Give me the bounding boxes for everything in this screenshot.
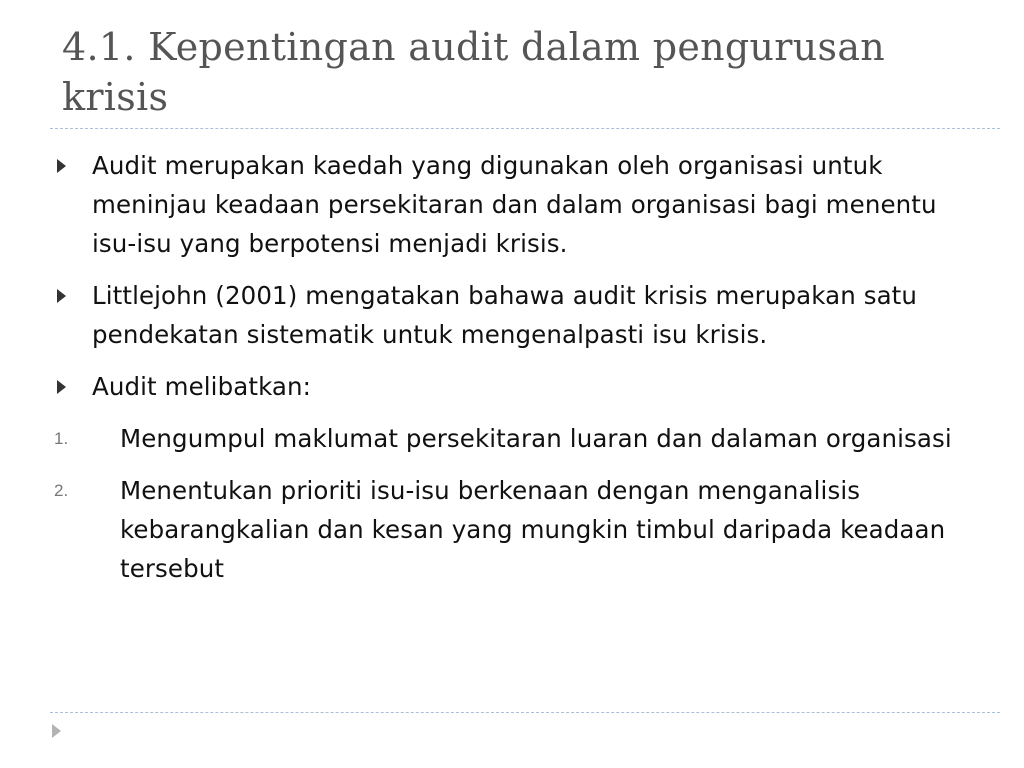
numbered-text: Menentukan prioriti isu-isu berkenaan dengan menganalisis kebarangkalian dan kesan yang mungkin timbul daripada keadaan tersebut [120, 476, 946, 583]
footer-divider [50, 712, 1000, 713]
footer-triangle-icon [52, 724, 61, 738]
slide-title: 4.1. Kepentingan audit dalam pengurusan krisis [62, 25, 886, 119]
triangle-bullet-icon [57, 159, 66, 173]
bullet-item [52, 276, 972, 354]
bullet-text: Audit merupakan kaedah yang digunakan oleh organisasi untuk meninjau keadaan persekitaran dan dalam organisasi bagi menentu isu-isu yang berpotensi menjadi krisis. [92, 151, 937, 258]
numbered-text: Mengumpul maklumat persekitaran luaran dan dalaman organisasi [120, 424, 952, 453]
numbered-item [52, 419, 972, 458]
bullet-text: Audit melibatkan: [92, 372, 312, 401]
list-number: 2. [54, 481, 69, 500]
bullet-item [52, 146, 972, 263]
triangle-bullet-icon [57, 380, 66, 394]
triangle-bullet-icon [57, 289, 66, 303]
slide-body [52, 146, 972, 601]
numbered-item [52, 471, 972, 588]
list-number: 1. [54, 429, 69, 448]
title-divider [50, 128, 1000, 129]
bullet-item [52, 367, 972, 406]
bullet-text: Littlejohn (2001) mengatakan bahawa audit krisis merupakan satu pendekatan sistematik untuk mengenalpasti isu krisis. [92, 281, 918, 349]
